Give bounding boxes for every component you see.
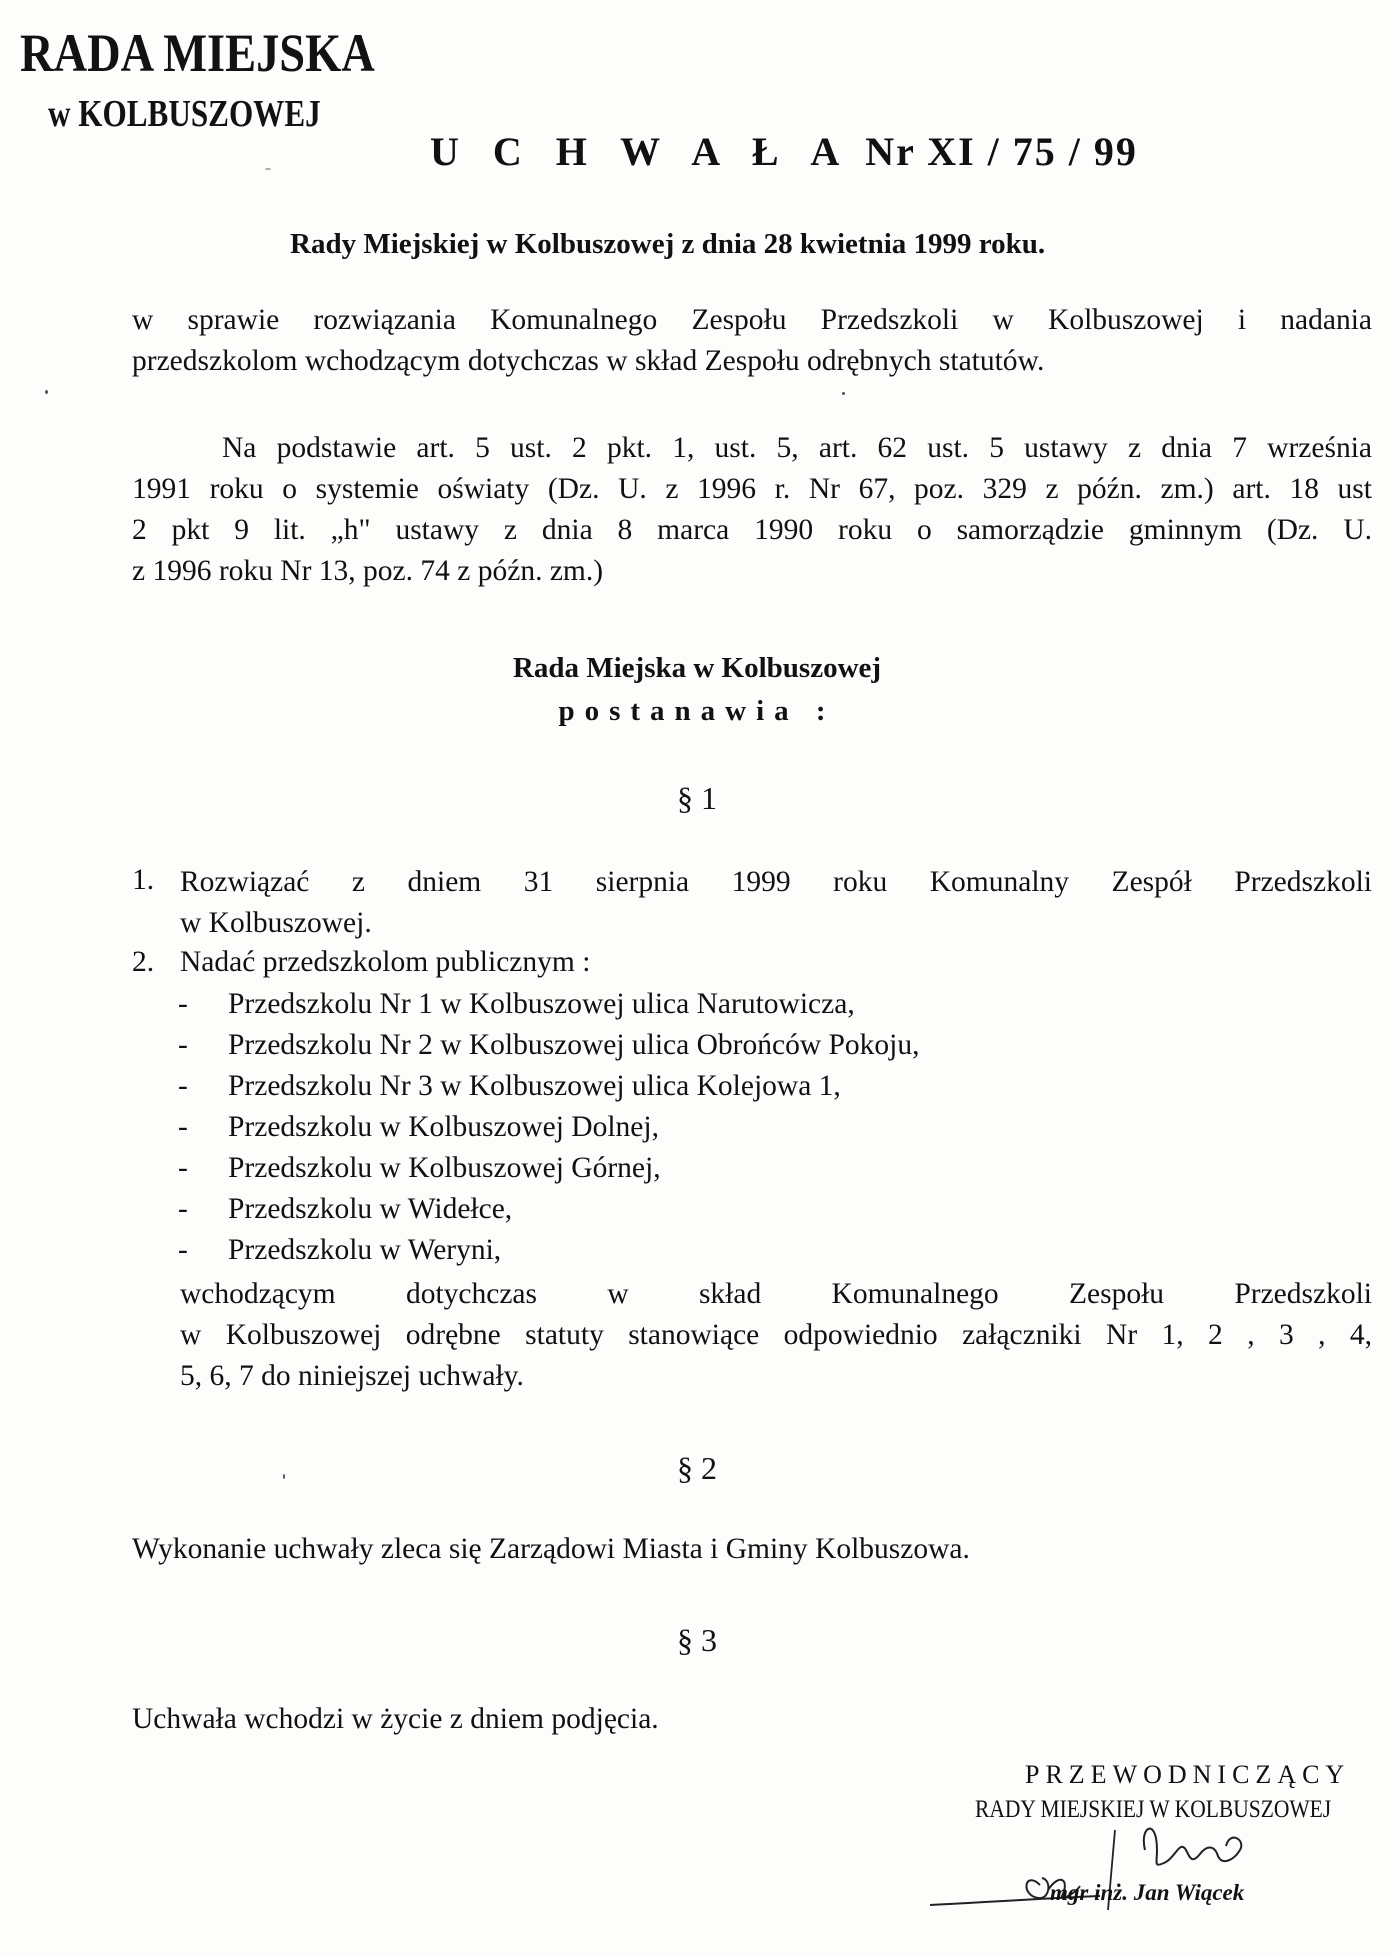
subject-line-2: przedszkolom wchodzącym dotychczas w skład Zespołu odrębnych statutów. <box>132 345 1045 377</box>
section-3-heading: § 3 <box>677 1622 717 1658</box>
section-1-heading: § 1 <box>677 780 717 816</box>
item-2-intro: Nadać przedszkolom publicznym : <box>180 946 591 978</box>
signature-name: mgr inż. Jan Wiącek <box>1050 1880 1245 1905</box>
subject-paragraph <box>132 300 1372 382</box>
item-1-text <box>180 862 1372 944</box>
legal-basis-line-2: 1991 roku o systemie oświaty (Dz. U. z 1996 r. Nr 67, poz. 329 z późn. zm.) art. 18 ust <box>132 473 1372 505</box>
subject-line-1: w sprawie rozwiązania Komunalnego Zespołu Przedszkoli w Kolbuszowej i nadania <box>132 304 1372 336</box>
item-2-closing <box>180 1274 1372 1397</box>
list-dash: - <box>178 988 188 1020</box>
resolution-subtitle: Rady Miejskiej w Kolbuszowej z dnia 28 kwietnia 1999 roku. <box>290 228 1046 260</box>
legal-basis-line-1: Na podstawie art. 5 ust. 2 pkt. 1, ust. 5, art. 62 ust. 5 ustawy z dnia 7 września <box>222 432 1372 464</box>
legal-basis-line-3: 2 pkt 9 lit. „h" ustawy z dnia 8 marca 1990 roku o samorządzie gminnym (Dz. U. <box>132 514 1372 546</box>
signature-council: RADY MIEJSKIEJ W KOLBUSZOWEJ <box>975 1796 1332 1823</box>
list-dash: - <box>178 1029 188 1061</box>
council-name: Rada Miejska w Kolbuszowej <box>512 652 882 684</box>
item-2-closing-line-1: wchodzącym dotychczas w skład Komunalnego Zespołu Przedszkoli <box>180 1278 1372 1310</box>
list-item: Przedszkolu Nr 2 w Kolbuszowej ulica Obrońców Pokoju, <box>228 1029 920 1061</box>
list-dash: - <box>178 1193 188 1225</box>
list-dash: - <box>178 1070 188 1102</box>
resolution-number: Nr XI / 75 / 99 <box>865 129 1138 174</box>
scan-speck <box>283 1474 285 1479</box>
list-item: Przedszkolu w Weryni, <box>228 1234 502 1266</box>
section-2-text: Wykonanie uchwały zleca się Zarządowi Miasta i Gminy Kolbuszowa. <box>132 1533 970 1565</box>
scan-speck <box>265 168 271 170</box>
council-decides: postanawia : <box>558 695 836 727</box>
item-2-closing-line-2: w Kolbuszowej odrębne statuty stanowiące odpowiednio załączniki Nr 1, 2 , 3 , 4, <box>180 1319 1372 1351</box>
item-1-line-1: Rozwiązać z dniem 31 sierpnia 1999 roku Komunalny Zespół Przedszkoli <box>180 866 1372 898</box>
list-item: Przedszkolu Nr 1 w Kolbuszowej ulica Narutowicza, <box>228 988 855 1020</box>
item-1-line-2: w Kolbuszowej. <box>180 907 372 939</box>
section-3-text: Uchwała wchodzi w życie z dniem podjęcia. <box>132 1703 659 1735</box>
list-item: Przedszkolu Nr 3 w Kolbuszowej ulica Kolejowa 1, <box>228 1070 841 1102</box>
scan-speck <box>45 390 48 394</box>
resolution-title <box>430 128 1138 175</box>
resolution-title-word: U C H W A Ł A <box>430 129 852 174</box>
signature-role: PRZEWODNICZĄCY <box>1025 1760 1351 1789</box>
legal-basis-line-4: z 1996 roku Nr 13, poz. 74 z późn. zm.) <box>132 555 604 587</box>
list-item: Przedszkolu w Widełce, <box>228 1193 513 1225</box>
list-dash: - <box>178 1234 188 1266</box>
stamp-line-1: RADA MIEJSKA <box>20 23 375 83</box>
list-item: Przedszkolu w Kolbuszowej Dolnej, <box>228 1111 659 1143</box>
stamp-line-2: w KOLBUSZOWEJ <box>48 93 321 135</box>
item-2-closing-line-3: 5, 6, 7 do niniejszej uchwały. <box>180 1360 524 1392</box>
section-2-heading: § 2 <box>677 1450 717 1486</box>
list-dash: - <box>178 1111 188 1143</box>
item-1-number: 1. <box>132 864 155 896</box>
list-item: Przedszkolu w Kolbuszowej Górnej, <box>228 1152 661 1184</box>
scan-speck <box>842 392 845 395</box>
item-2-number: 2. <box>132 946 155 978</box>
list-dash: - <box>178 1152 188 1184</box>
legal-basis-paragraph <box>132 428 1372 592</box>
